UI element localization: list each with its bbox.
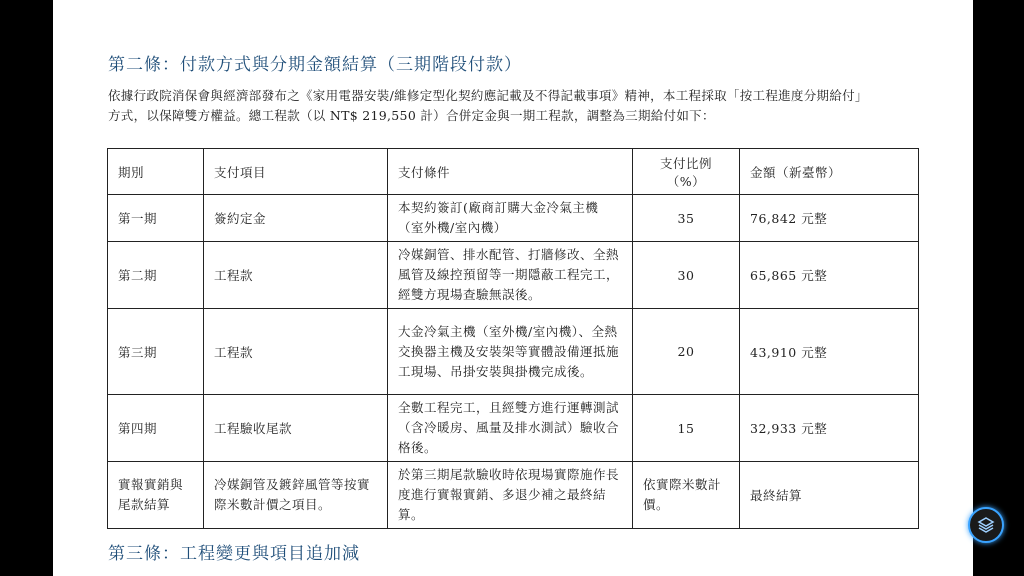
cell-amount: 43,910 元整 [740, 309, 919, 395]
cell-ratio: 35 [633, 195, 740, 242]
cell-condition: 本契約簽訂(廠商訂購大金冷氣主機（室外機/室內機） [388, 195, 633, 242]
cell-period: 第一期 [108, 195, 204, 242]
header-ratio-line2: （%） [666, 173, 706, 189]
cell-ratio: 15 [633, 395, 740, 462]
cell-amount: 76,842 元整 [740, 195, 919, 242]
cell-ratio: 20 [633, 309, 740, 395]
intro-paragraph [108, 86, 928, 126]
cell-item: 簽約定金 [204, 195, 388, 242]
article-3-heading: 第三條：工程變更與項目追加減 [108, 544, 360, 564]
header-condition: 支付條件 [388, 149, 633, 195]
cell-period: 實報實銷與尾款結算 [108, 462, 204, 529]
table-row [108, 309, 919, 395]
cell-condition: 於第三期尾款驗收時依現場實際施作長度進行實報實銷、多退少補之最終結算。 [388, 462, 633, 529]
intro-line-2: 方式，以保障雙方權益。總工程款（以 NT$ 219,550 計）合併定金與一期工程款，調整為三期給付如下： [108, 108, 715, 123]
table-header-row [108, 149, 919, 195]
cell-period: 第三期 [108, 309, 204, 395]
header-ratio [633, 149, 740, 195]
layers-icon [977, 516, 995, 534]
intro-line-1: 依據行政院消保會與經濟部發布之《家用電器安裝/維修定型化契約應記載及不得記載事項》精神，本工程採取「按工程進度分期給付」 [108, 88, 868, 103]
table-row [108, 195, 919, 242]
payment-schedule-table [107, 148, 919, 529]
article-2-heading: 第二條：付款方式與分期金額結算（三期階段付款） [108, 55, 522, 75]
table-row [108, 242, 919, 309]
cell-item: 工程款 [204, 309, 388, 395]
cell-item: 工程款 [204, 242, 388, 309]
cell-item: 工程驗收尾款 [204, 395, 388, 462]
cell-condition: 全數工程完工，且經雙方進行運轉測試（含冷暖房、風量及排水測試）驗收合格後。 [388, 395, 633, 462]
table-row [108, 395, 919, 462]
cell-item: 冷媒銅管及鍍鋅風管等按實際米數計價之項目。 [204, 462, 388, 529]
cell-period: 第二期 [108, 242, 204, 309]
cell-amount: 65,865 元整 [740, 242, 919, 309]
cell-amount: 32,933 元整 [740, 395, 919, 462]
cell-period: 第四期 [108, 395, 204, 462]
header-item: 支付項目 [204, 149, 388, 195]
cell-ratio: 30 [633, 242, 740, 309]
floating-layers-button[interactable] [968, 507, 1004, 543]
document-page [53, 0, 973, 576]
cell-condition: 大金冷氣主機（室外機/室內機）、全熱交換器主機及安裝架等實體設備運抵施工現場、吊掛安裝與掛機完成後。 [388, 309, 633, 395]
header-amount: 金額（新臺幣） [740, 149, 919, 195]
header-period: 期別 [108, 149, 204, 195]
cell-amount: 最終結算 [740, 462, 919, 529]
table-row [108, 462, 919, 529]
cell-condition: 冷媒銅管、排水配管、打牆修改、全熱風管及線控預留等一期隱蔽工程完工，經雙方現場查驗無誤後。 [388, 242, 633, 309]
cell-ratio: 依實際米數計價。 [633, 462, 740, 529]
header-ratio-line1: 支付比例 [659, 155, 712, 171]
